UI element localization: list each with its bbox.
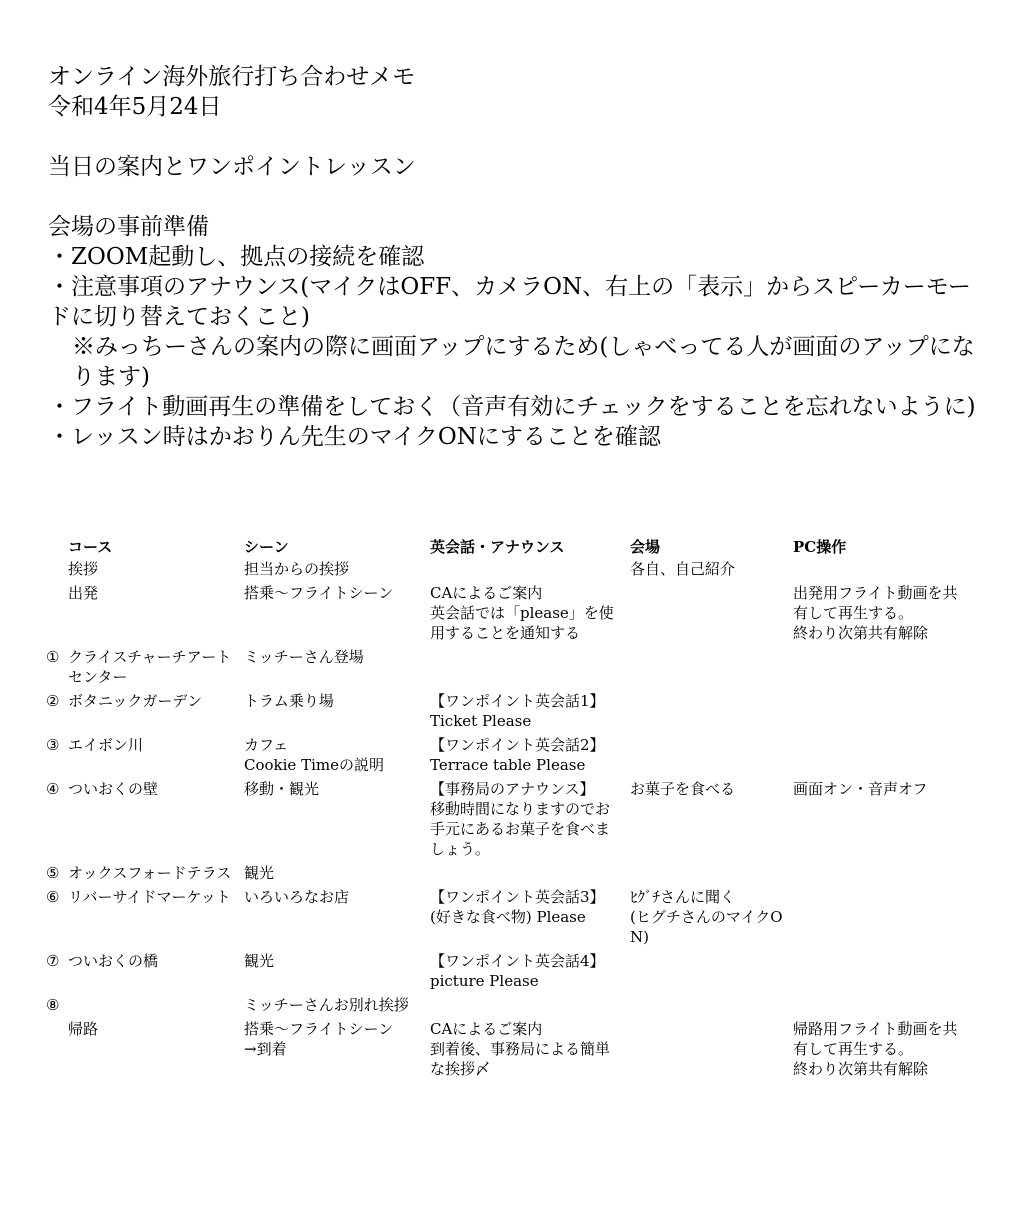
cell-venue xyxy=(630,691,793,735)
cell-venue xyxy=(630,735,793,779)
cell-scene: カフェ Cookie Timeの説明 xyxy=(244,736,384,774)
course-name: 挨拶 xyxy=(68,560,99,578)
cell-scene: 搭乗〜フライトシーン xyxy=(244,584,394,602)
cell-course xyxy=(46,647,244,691)
cell-pc xyxy=(793,995,976,1019)
course-name: ついおくの橋 xyxy=(68,952,159,970)
cell-pc: 帰路用フライト動画を共有して再生する。 終わり次第共有解除 xyxy=(793,1020,958,1078)
cell-scene: 移動・観光 xyxy=(244,780,320,798)
cell-english: CAによるご案内 英会話では「please」を使用することを通知する xyxy=(430,584,614,642)
table-row xyxy=(46,735,976,779)
table-body xyxy=(46,559,976,1083)
course-name: オックスフォードテラス xyxy=(68,864,232,882)
cell-course xyxy=(46,887,244,951)
schedule-table xyxy=(46,537,976,1083)
spacer xyxy=(48,122,988,152)
course-number: ① xyxy=(46,648,60,666)
cell-scene: 搭乗〜フライトシーン →到着 xyxy=(244,1020,394,1058)
cell-english: 【ワンポイント英会話3】 (好きな食べ物) Please xyxy=(430,888,605,926)
cell-course xyxy=(46,559,244,583)
memo-intro xyxy=(48,62,988,452)
course-name: ボタニックガーデン xyxy=(68,692,203,710)
cell-venue xyxy=(630,995,793,1019)
table-row xyxy=(46,559,976,583)
table-row xyxy=(46,951,976,995)
prep-item: ・注意事項のアナウンス(マイクはOFF、カメラON、右上の「表示」からスピーカーモードに切り替えておくこと) xyxy=(48,274,971,330)
memo-date: 令和4年5月24日 xyxy=(48,94,222,120)
cell-course xyxy=(46,995,244,1019)
cell-course xyxy=(46,1019,244,1083)
course-number: ⑧ xyxy=(46,996,60,1014)
table-row xyxy=(46,779,976,863)
header-pc: PC操作 xyxy=(793,538,847,556)
course-number: ⑦ xyxy=(46,952,60,970)
course-number xyxy=(46,559,68,579)
cell-english xyxy=(430,559,630,583)
cell-venue: 各自、自己紹介 xyxy=(630,560,736,578)
cell-english: CAによるご案内 到着後、事務局による簡単な挨拶〆 xyxy=(430,1020,611,1078)
cell-scene: ミッチーさんお別れ挨拶 xyxy=(244,996,409,1014)
cell-english: 【ワンポイント英会話1】 Ticket Please xyxy=(430,692,605,730)
table-row xyxy=(46,863,976,887)
course-name: クライスチャーチアートセンター xyxy=(68,648,232,686)
cell-venue xyxy=(630,863,793,887)
cell-english xyxy=(430,995,630,1019)
course-name: 帰路 xyxy=(68,1020,99,1038)
table-header-row xyxy=(46,537,976,559)
course-number: ④ xyxy=(46,780,60,798)
cell-venue xyxy=(630,583,793,647)
course-name: リバーサイドマーケット xyxy=(68,888,231,906)
table-row xyxy=(46,995,976,1019)
course-name: ついおくの壁 xyxy=(68,780,159,798)
cell-english xyxy=(430,647,630,691)
course-number xyxy=(46,583,68,603)
cell-scene: いろいろなお店 xyxy=(244,888,350,906)
prep-item: ・ZOOM起動し、拠点の接続を確認 xyxy=(48,244,425,270)
course-number: ② xyxy=(46,692,60,710)
cell-venue xyxy=(630,647,793,691)
cell-pc xyxy=(793,559,976,583)
cell-course xyxy=(46,691,244,735)
cell-scene: ミッチーさん登場 xyxy=(244,648,364,666)
cell-course xyxy=(46,735,244,779)
table-row xyxy=(46,583,976,647)
header-course: コース xyxy=(68,538,113,556)
cell-venue: ﾋｸﾞﾁさんに聞く (ヒグチさんのマイクON) xyxy=(630,888,783,946)
cell-english: 【事務局のアナウンス】 移動時間になりますのでお手元にあるお菓子を食べましょう。 xyxy=(430,780,611,858)
table-row xyxy=(46,691,976,735)
course-name xyxy=(68,995,244,1015)
cell-pc xyxy=(793,647,976,691)
prep-note: ※みっちーさんの案内の際に画面アップにするため(しゃべってる人が画面のアップになります) xyxy=(72,334,975,390)
cell-venue: お菓子を食べる xyxy=(630,780,736,798)
cell-scene: トラム乗り場 xyxy=(244,692,334,710)
prep-item: ・フライト動画再生の準備をしておく（音声有効にチェックをすることを忘れないように) xyxy=(48,394,976,420)
course-number xyxy=(46,1019,68,1039)
cell-venue xyxy=(630,951,793,995)
cell-scene: 観光 xyxy=(244,864,275,882)
cell-course xyxy=(46,951,244,995)
cell-course xyxy=(46,863,244,887)
course-name: 出発 xyxy=(68,584,99,602)
memo-title: オンライン海外旅行打ち合わせメモ xyxy=(48,64,416,90)
header-venue: 会場 xyxy=(630,538,661,556)
cell-english: 【ワンポイント英会話4】 picture Please xyxy=(430,952,605,990)
cell-pc: 出発用フライト動画を共有して再生する。 終わり次第共有解除 xyxy=(793,584,958,642)
table-row xyxy=(46,647,976,691)
header-scene: シーン xyxy=(244,538,289,556)
course-name: エイボン川 xyxy=(68,736,144,754)
table-row xyxy=(46,1019,976,1083)
cell-pc xyxy=(793,951,976,995)
header-english: 英会話・アナウンス xyxy=(430,538,565,556)
spacer xyxy=(48,182,988,212)
cell-scene: 担当からの挨拶 xyxy=(244,560,350,578)
cell-venue xyxy=(630,1019,793,1083)
cell-course xyxy=(46,779,244,863)
cell-pc: 画面オン・音声オフ xyxy=(793,780,928,798)
course-number: ⑥ xyxy=(46,888,60,906)
prep-item: ・レッスン時はかおりん先生のマイクONにすることを確認 xyxy=(48,424,661,450)
cell-pc xyxy=(793,735,976,779)
cell-course xyxy=(46,583,244,647)
cell-pc xyxy=(793,887,976,951)
prep-heading: 会場の事前準備 xyxy=(48,214,209,240)
cell-english xyxy=(430,863,630,887)
course-number: ⑤ xyxy=(46,864,60,882)
cell-scene: 観光 xyxy=(244,952,275,970)
cell-pc xyxy=(793,863,976,887)
table-row xyxy=(46,887,976,951)
cell-english: 【ワンポイント英会話2】 Terrace table Please xyxy=(430,736,605,774)
section-title: 当日の案内とワンポイントレッスン xyxy=(48,154,416,180)
course-number: ③ xyxy=(46,736,60,754)
cell-pc xyxy=(793,691,976,735)
